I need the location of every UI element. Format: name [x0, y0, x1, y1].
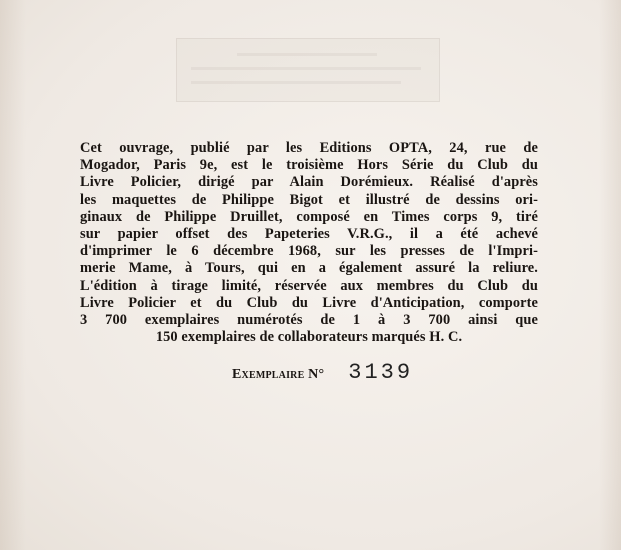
- show-through-line: [237, 53, 377, 56]
- exemplaire-number: 3139: [348, 360, 414, 385]
- colophon-line: L'édition à tirage limité, réservée aux membres du Club du: [80, 277, 538, 294]
- colophon-line: ginaux de Philippe Druillet, composé en Times corps 9, tiré: [80, 208, 538, 225]
- show-through-line: [191, 81, 401, 84]
- colophon-line: Livre Policier et du Club du Livre d'Anticipation, comporte: [80, 294, 538, 311]
- show-through-text-block: [176, 38, 440, 102]
- colophon-line: Mogador, Paris 9e, est le troisième Hors Série du Club du: [80, 157, 538, 174]
- colophon-line: Cet ouvrage, publié par les Editions OPTA, 24, rue de: [80, 140, 538, 156]
- colophon-line: Livre Policier, dirigé par Alain Dorémieux. Réalisé d'après: [80, 174, 538, 191]
- colophon-line: 150 exemplaires de collaborateurs marqués H. C.: [155, 329, 463, 346]
- colophon-line: sur papier offset des Papeteries V.R.G., il a été achevé: [80, 226, 538, 243]
- colophon-line: merie Mame, à Tours, qui en a également assuré la reliure.: [80, 260, 538, 277]
- colophon-line: les maquettes de Philippe Bigot et illustré de dessins ori-: [80, 191, 538, 208]
- exemplaire-number-row: [232, 360, 413, 384]
- colophon-line: d'imprimer le 6 décembre 1968, sur les presses de l'Impri-: [80, 243, 538, 260]
- exemplaire-label: Exemplaire N°: [232, 367, 325, 382]
- colophon-line: 3 700 exemplaires numérotés de 1 à 3 700 ainsi que: [80, 312, 538, 329]
- show-through-line: [191, 67, 421, 70]
- colophon-text: [80, 140, 538, 346]
